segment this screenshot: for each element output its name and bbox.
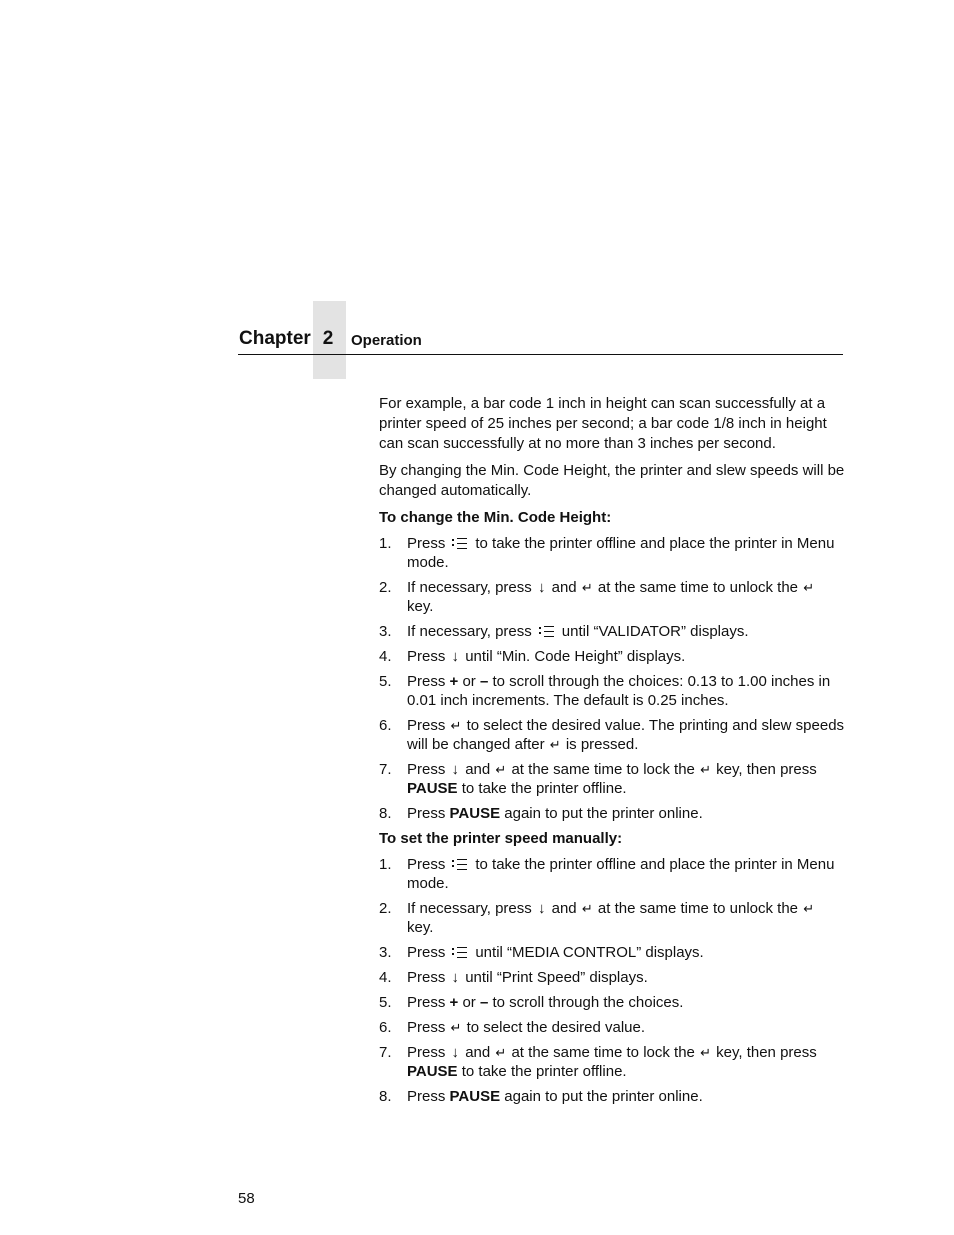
- step-item: [379, 1087, 845, 1106]
- step-text: [407, 534, 845, 572]
- down-arrow-icon: ↓: [537, 900, 546, 917]
- section-title: Operation: [351, 332, 422, 349]
- step-text: [407, 622, 845, 641]
- step-number: 1.: [379, 856, 392, 873]
- procedure-steps: [379, 855, 845, 1106]
- step-text: [407, 716, 845, 754]
- down-arrow-icon: ↓: [451, 969, 460, 986]
- step-item: [379, 1018, 845, 1037]
- step-number: 2.: [379, 579, 392, 596]
- step-text-part: at the same time to unlock the: [597, 579, 799, 596]
- step-number: 4.: [379, 969, 392, 986]
- step-text: [407, 1043, 845, 1081]
- down-arrow-icon: ↓: [451, 648, 460, 665]
- step-text-part: to take the printer offline.: [461, 1063, 627, 1080]
- pause-key-label: PAUSE: [407, 1063, 458, 1080]
- menu-key-icon: [539, 625, 555, 639]
- enter-key-icon: ↵: [581, 580, 593, 595]
- down-arrow-icon: ↓: [451, 761, 460, 778]
- plus-key: +: [449, 673, 459, 690]
- step-text-part: to take the printer offline and place the printer in Menu mode.: [407, 856, 835, 892]
- step-text-part: until “Print Speed” displays.: [465, 969, 648, 986]
- page-header: [0, 0, 954, 380]
- intro-paragraph: For example, a bar code 1 inch in height can scan successfully at a printer speed of 25 inches per second; a bar code 1/8 inch in height can scan successfully at no more than 3 inches per second.: [379, 395, 827, 452]
- step-item: [379, 647, 845, 666]
- step-item: [379, 804, 845, 823]
- step-text-part: at the same time to lock the: [511, 761, 695, 778]
- step-text-part: to scroll through the choices: 0.13 to 1.00 inches in 0.01 inch increments. The default is 0.25 inches.: [407, 673, 831, 709]
- step-text-part: Press: [407, 535, 446, 552]
- enter-key-icon: ↵: [495, 1045, 507, 1060]
- step-text-part: until “Min. Code Height” displays.: [465, 648, 686, 665]
- pause-key-label: PAUSE: [407, 780, 458, 797]
- step-number: 8.: [379, 1088, 392, 1105]
- step-text-part: is pressed.: [565, 736, 639, 753]
- step-text-part: Press: [407, 944, 446, 961]
- plus-key: +: [449, 994, 459, 1011]
- step-item: [379, 534, 845, 572]
- chapter-label: Chapter: [239, 328, 311, 349]
- enter-key-icon: ↵: [549, 737, 561, 752]
- step-text-part: at the same time to lock the: [511, 1044, 695, 1061]
- step-item: [379, 716, 845, 754]
- step-text-part: Press: [407, 1019, 446, 1036]
- step-item: [379, 578, 845, 616]
- step-text-part: Press: [407, 1088, 446, 1105]
- intro-paragraph: By changing the Min. Code Height, the printer and slew speeds will be changed automatically.: [379, 462, 845, 499]
- down-arrow-icon: ↓: [537, 579, 546, 596]
- step-text-part: and: [551, 579, 577, 596]
- step-number: 6.: [379, 717, 392, 734]
- step-text: [407, 804, 845, 823]
- step-text-part: Press: [407, 856, 446, 873]
- step-text-part: to scroll through the choices.: [492, 994, 684, 1011]
- step-text-part: Press: [407, 761, 446, 778]
- step-text: [407, 993, 845, 1012]
- step-text-part: Press: [407, 717, 446, 734]
- enter-key-icon: ↵: [450, 1020, 462, 1035]
- step-text: [407, 760, 845, 798]
- main-content: [379, 394, 845, 1112]
- step-text-part: to select the desired value. The printing and slew speeds will be changed after: [407, 717, 845, 753]
- step-text-part: Press: [407, 805, 446, 822]
- step-text: [407, 647, 845, 666]
- step-number: 3.: [379, 944, 392, 961]
- step-text: [407, 1087, 845, 1106]
- minus-key: –: [479, 673, 489, 690]
- step-text-part: until “VALIDATOR” displays.: [561, 623, 749, 640]
- step-text-part: and: [465, 761, 491, 778]
- step-text-part: If necessary, press: [407, 579, 532, 596]
- step-text-part: until “MEDIA CONTROL” displays.: [475, 944, 704, 961]
- step-text-part: Press: [407, 673, 446, 690]
- step-item: [379, 899, 845, 937]
- step-text-part: again to put the printer online.: [504, 805, 703, 822]
- step-text-part: key, then press: [716, 1044, 817, 1061]
- enter-key-icon: ↵: [495, 762, 507, 777]
- step-text-part: Press: [407, 1044, 446, 1061]
- step-text-part: Press: [407, 648, 446, 665]
- step-text: [407, 899, 845, 937]
- step-number: 3.: [379, 623, 392, 640]
- menu-key-icon: [452, 537, 468, 551]
- step-number: 7.: [379, 1044, 392, 1061]
- step-text-part: to select the desired value.: [466, 1019, 646, 1036]
- step-text-part: to take the printer offline and place the printer in Menu mode.: [407, 535, 835, 571]
- step-item: [379, 672, 845, 710]
- step-text-part: at the same time to unlock the: [597, 900, 799, 917]
- minus-key: –: [479, 994, 489, 1011]
- page-number: 58: [238, 1190, 255, 1207]
- step-item: [379, 855, 845, 893]
- header-rule: [238, 354, 843, 355]
- enter-key-icon: ↵: [803, 901, 815, 916]
- step-text-part: key.: [407, 598, 434, 615]
- step-text: [407, 968, 845, 987]
- menu-key-icon: [452, 946, 468, 960]
- step-number: 7.: [379, 761, 392, 778]
- step-number: 2.: [379, 900, 392, 917]
- step-text-part: Press: [407, 994, 446, 1011]
- enter-key-icon: ↵: [803, 580, 815, 595]
- step-item: [379, 993, 845, 1012]
- step-text-part: and: [551, 900, 577, 917]
- enter-key-icon: ↵: [450, 718, 462, 733]
- down-arrow-icon: ↓: [451, 1044, 460, 1061]
- step-number: 6.: [379, 1019, 392, 1036]
- step-item: [379, 622, 845, 641]
- step-number: 5.: [379, 673, 392, 690]
- step-text-part: to take the printer offline.: [461, 780, 627, 797]
- step-text-part: or: [462, 994, 476, 1011]
- step-text-part: Press: [407, 969, 446, 986]
- step-item: [379, 968, 845, 987]
- enter-key-icon: ↵: [700, 762, 711, 777]
- procedure-heading: To set the printer speed manually:: [379, 830, 623, 847]
- step-text-part: key.: [407, 919, 434, 936]
- step-item: [379, 1043, 845, 1081]
- step-text: [407, 943, 845, 962]
- pause-key-label: PAUSE: [449, 1088, 501, 1105]
- step-text: [407, 672, 845, 710]
- step-text-part: again to put the printer online.: [504, 1088, 703, 1105]
- step-text-part: If necessary, press: [407, 623, 532, 640]
- pause-key-label: PAUSE: [449, 805, 501, 822]
- step-number: 5.: [379, 994, 392, 1011]
- step-text-part: or: [462, 673, 476, 690]
- step-text: [407, 578, 845, 616]
- step-text: [407, 1018, 845, 1037]
- procedure-steps: [379, 534, 845, 823]
- menu-key-icon: [452, 858, 468, 872]
- step-number: 4.: [379, 648, 392, 665]
- chapter-number: 2: [322, 328, 334, 349]
- step-text-part: and: [465, 1044, 491, 1061]
- step-number: 8.: [379, 805, 392, 822]
- step-text: [407, 855, 845, 893]
- procedure-heading: To change the Min. Code Height:: [379, 509, 612, 526]
- step-item: [379, 760, 845, 798]
- step-number: 1.: [379, 535, 392, 552]
- step-item: [379, 943, 845, 962]
- enter-key-icon: ↵: [581, 901, 593, 916]
- step-text-part: key, then press: [716, 761, 817, 778]
- step-text-part: If necessary, press: [407, 900, 532, 917]
- enter-key-icon: ↵: [700, 1045, 711, 1060]
